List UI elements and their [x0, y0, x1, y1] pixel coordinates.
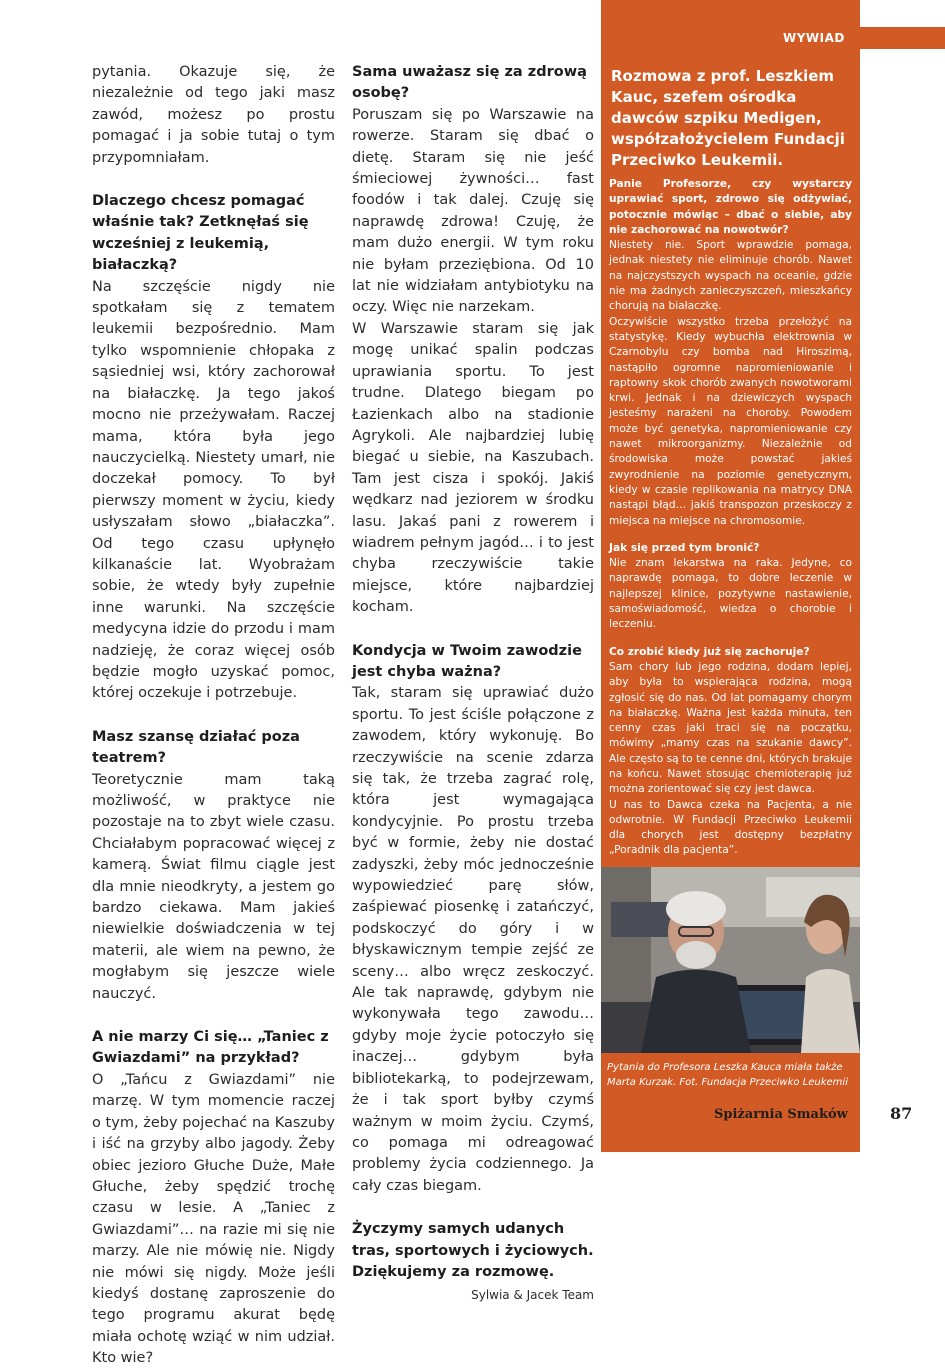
sidebar-question: Jak się przed tym bronić? — [609, 541, 760, 554]
sidebar-question: Co zrobić kiedy już się zachoruje? — [609, 645, 810, 658]
question: Masz szansę działać poza teatrem? — [92, 728, 300, 767]
sidebar-lead: Rozmowa z prof. Leszkiem Kauc, szefem ośrodka dawców szpiku Medigen, współzałożycielem Fundacji Przeciwko Leukemii. — [611, 67, 845, 169]
page-number: 87 — [890, 1104, 913, 1123]
question: Sama uważasz się za zdrową osobę? — [352, 64, 587, 102]
sidebar-answer: U nas to Dawca czeka na Pacjenta, a nie odwrotnie. W Fundacji Przeciwko Leukemii dla chorych jest dostępny bezpłatny „Poradnik dla pacjenta”. — [609, 798, 852, 857]
paragraph: pytania. Okazuje się, że niezależnie od tego jaki masz zawód, możesz po prostu pomagać i ja sobie tutaj o tym przypomniałam. — [92, 64, 335, 166]
question: Kondycja w Twoim zawodzie jest chyba ważna? — [352, 642, 582, 680]
author-signature: Sylwia & Jacek Team — [471, 1288, 594, 1303]
photo-caption: Pytania do Profesora Leszka Kauca miała także Marta Kurzak. Fot. Fundacja Przeciwko Leukemii — [607, 1062, 848, 1088]
paragraph: Tak, staram się uprawiać dużo sportu. To jest ściśle połączone z zawodem, który wykonuję. Bo rzeczywiście na scenie zdarza się tak, że trzeba zagrać rolę, która jest wymagająca kondycyjnie. Po prostu trzeba być w formie, żeby nie dostać zadyszki, żeby móc jednocześnie wypowiedzieć parę słów, zaśpiewać piosenkę i zatańczyć, podskoczyć do góry i w błyskawicznym tempie zejść ze sceny… albo wręcz zeskoczyć. Ale tak naprawdę, gdybym nie wykonywała tego zawodu… gdyby moje życie potoczyło się inaczej… gdybym była bibliotekarką, to podejrzewam, że i tak sport byłby czymś ważnym w moim życiu. Czymś, co pomaga mi odreagować problemy życia codziennego. Ja cały czas biegam. — [352, 685, 594, 1194]
paragraph: O „Tańcu z Gwiazdami” nie marzę. W tym momencie raczej o tym, żeby pojechać na Kaszuby i iść na grzyby albo jagody. Żeby obiec jezioro Głuche Duże, Małe Głuche, żeby spędzić trochę czasu w lesie. A „Taniec z Gwiazdami”… na razie mi się nie marzy. Ale nie mówię nie. Nigdy nie mówi się nigdy. Może jeśli kiedyś dostanę zaproszenie do tego programu akurat będę miała ochotę wziąć w nim udział. Kto wie? — [92, 1071, 335, 1367]
article-column-1 — [92, 62, 335, 1370]
sidebar-interview — [609, 177, 852, 859]
paragraph: Poruszam się po Warszawie na rowerze. Staram się dbać o dietę. Staram się nie jeść śmieciowej żywności… fast foodów i tak dalej. Czuję się naprawdę zdrowa! Czuję, że mam dużo energii. W tym roku nie byłam przeziębiona. Od 10 lat nie widziałam antybiotyku na oczy. Więc nie narzekam. — [352, 106, 594, 316]
question: A nie marzy Ci się… „Taniec z Gwiazdami” na przykład? — [92, 1029, 329, 1067]
sidebar-answer: Oczywiście wszystko trzeba przełożyć na statystykę. Kiedy wybuchła elektrownia w Czarnobylu czy bomba nad Hiroszimą, nastąpiło ogromne napromieniowanie i raptowny skok chorób zwanych nowotworami krwi. Jednak i na dziewiczych wyspach jesteśmy narażeni na choroby. Powodem może być genetyka, napromieniowanie czy nawet mikroorganizmy. Niezależnie od środowiska może powstać jakieś zwyrodnienie na poziomie genetycznym, kiedy w czasie replikowania na matrycy DNA nastąpi błąd… jakiś transpozon przeskoczy z miejsca na miejsce na chromosomie. — [609, 315, 852, 527]
question: Dlaczego chcesz pomagać właśnie tak? Zetknęłaś się wcześniej z leukemią, białaczką? — [92, 193, 309, 274]
sidebar-answer: Nie znam lekarstwa na raka. Jedyne, co naprawdę pomaga, to dobre leczenie w najlepszej klinice, pozytywne nastawienie, samoświadomość, wiedza o chorobie i leczeniu. — [609, 557, 852, 631]
paragraph: Na szczęście nigdy nie spotkałam się z tematem leukemii bezpośrednio. Mam tylko wspomnienie chłopaka z sąsiedniej wsi, który zachorował na białaczkę. Ja tego jakoś mocno nie przeżywałam. Raczej mama, która była jego nauczycielką. Niestety umarł, nie doczekał pomocy. To był pierwszy moment w życiu, kiedy usłyszałam słowo „białaczka”. Od tego czasu upłynęło kilkanaście lat. Wyobrażam sobie, że wtedy były zupełnie inne warunki. Na szczęście medycyna idzie do przodu i mam nadzieję, że coraz więcej osób będzie mogło uzyskać pomoc, której oczekuje i potrzebuje. — [92, 278, 335, 702]
paragraph: W Warszawie staram się jak mogę unikać spalin podczas uprawiania sportu. To jest trudne. Dlatego biegam po Łazienkach albo na stadionie Agrykoli. Ale najbardziej lubię biegać u siebie, na Kaszubach. Tam jest cisza i spokój. Jakiś wędkarz nad jeziorem w środku lasu. Jakaś pani z rowerem i wiadrem pełnym jagód… i to jest chyba rzeczywiście takie miejsce, które najbardziej kocham. — [352, 320, 594, 616]
sidebar-question: Panie Profesorze, czy wystarczy uprawiać sport, zdrowo się odżywiać, potocznie mówiąc – dbać o siebie, aby nie zachorować na nowotwór? — [609, 178, 852, 236]
section-tag: WYWIAD — [783, 31, 845, 45]
closing-line: Życzymy samych udanych tras, sportowych i życiowych. Dziękujemy za rozmowę. — [352, 1221, 594, 1280]
section-tab — [860, 27, 945, 49]
magazine-name: Spiżarnia Smaków — [714, 1107, 848, 1122]
interview-photo — [601, 867, 860, 1053]
photo-illustration — [601, 867, 860, 1053]
sidebar-answer: Sam chory lub jego rodzina, dodam lepiej, aby była to wspierająca rodzina, mogą zgłosić się do nas. Od lat pomagamy chorym na białaczkę. Ważna jest każda minuta, ten cenny czas jaki traci się na początku, mówimy „mamy czas na szukanie dawcy”. Ale często są to te cenne dni, których brakuje na końcu. Nawet stosując chemioterapię już można zorientować się czy jest dawca. — [609, 660, 852, 796]
sidebar-answer: Niestety nie. Sport wprawdzie pomaga, jednak niestety nie eliminuje chorób. Nawet na najczystszych wyspach na oceanie, gdzie nie ma żadnych zanieczyszczeń, mieszkańcy chorują na białaczkę. — [609, 239, 852, 313]
paragraph: Teoretycznie mam taką możliwość, w praktyce nie pozostaje na to zbyt wiele czasu. Chciałabym popracować więcej z kamerą. Świat filmu ciągle jest dla mnie nieodkryty, a jestem go bardzo ciekawa. Mam jakieś niewielkie doświadczenia w tej materii, ale wiem na pewno, że mogłabym się jeszcze wiele nauczyć. — [92, 771, 335, 1002]
article-column-2 — [352, 62, 594, 1307]
